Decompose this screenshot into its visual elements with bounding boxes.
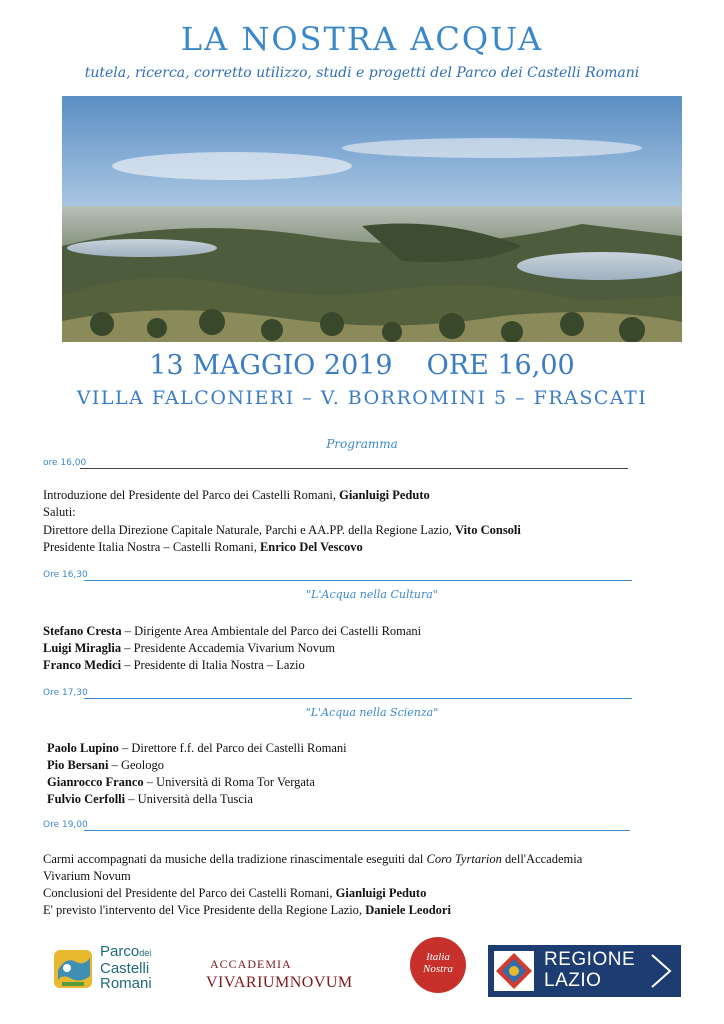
event-venue: VILLA FALCONIERI – V. BORROMINI 5 – FRASCATI	[76, 387, 648, 409]
vivarium-accademia-label: ACCADEMIA	[210, 957, 292, 971]
program-heading: Programma	[326, 437, 398, 451]
page-subtitle: tutela, ricerca, corretto utilizzo, studi e progetti del Parco dei Castelli Romani	[84, 65, 640, 81]
program-line: Saluti:	[43, 505, 76, 519]
parco-castelli-label: Castelli	[100, 960, 150, 977]
program-line: E' previsto l'intervento del Vice Presidente della Regione Lazio, Daniele Leodori	[43, 903, 451, 917]
parco-castelli-romani-emblem-icon	[52, 946, 94, 992]
italia-label: Italia	[426, 951, 450, 963]
divider	[84, 580, 632, 581]
regione-label: REGIONE	[544, 949, 636, 970]
time-label-1630: Ore 16,30	[43, 570, 88, 580]
parco-dei-label: dei	[139, 948, 152, 958]
program-line: Conclusioni del Presidente del Parco dei Castelli Romani, Gianluigi Peduto	[43, 886, 427, 900]
lazio-label: LAZIO	[544, 970, 602, 991]
divider	[84, 698, 632, 699]
nostra-label: Nostra	[423, 963, 453, 975]
italia-nostra-logo	[410, 937, 466, 993]
regione-lazio-shield-icon	[493, 950, 535, 992]
program-line: Direttore della Direzione Capitale Naturale, Parchi e AA.PP. della Regione Lazio, Vito Consoli	[43, 523, 521, 537]
vivarium-novum-logo	[206, 957, 386, 992]
speaker-line: Stefano Cresta – Dirigente Area Ambientale del Parco dei Castelli Romani	[43, 624, 422, 638]
section-title-science: "L'Acqua nella Scienza"	[305, 706, 439, 719]
chevron-right-icon	[648, 953, 676, 989]
program-line: Vivarium Novum	[43, 869, 131, 883]
divider	[84, 830, 630, 831]
program-line: Presidente Italia Nostra – Castelli Romani, Enrico Del Vescovo	[43, 540, 363, 554]
time-label-1900: Ore 19,00	[43, 820, 88, 830]
regione-lazio-logo	[488, 945, 681, 997]
parco-romani-label: Romani	[100, 975, 152, 992]
time-label-1730: Ore 17,30	[43, 688, 88, 698]
speaker-line: Franco Medici – Presidente di Italia Nostra – Lazio	[43, 658, 305, 672]
event-time: ORE 16,00	[426, 350, 575, 381]
program-line: Introduzione del Presidente del Parco dei Castelli Romani, Gianluigi Peduto	[43, 488, 430, 502]
event-date: 13 MAGGIO 2019	[149, 350, 393, 381]
divider	[80, 468, 628, 469]
event-date-time	[0, 350, 724, 381]
speaker-line: Luigi Miraglia – Presidente Accademia Vivarium Novum	[43, 641, 336, 655]
speaker-line: Fulvio Cerfolli – Università della Tuscia	[47, 792, 253, 806]
speaker-line: Pio Bersani – Geologo	[47, 758, 165, 772]
time-label-1600: ore 16,00	[43, 458, 87, 468]
vivarium-name-label: VIVARIUMNOVUM	[206, 974, 353, 991]
parco-label: Parco	[100, 943, 140, 960]
landscape-photo	[62, 96, 682, 342]
program-line: Carmi accompagnati da musiche della tradizione rinascimentale eseguiti dal Coro Tyrtarion dell'Accademia	[43, 852, 583, 866]
section-title-culture: "L'Acqua nella Cultura"	[306, 588, 438, 601]
speaker-line: Gianrocco Franco – Università di Roma Tor Vergata	[47, 775, 315, 789]
parco-castelli-romani-logo	[52, 944, 178, 996]
speaker-line: Paolo Lupino – Direttore f.f. del Parco dei Castelli Romani	[47, 741, 347, 755]
page-title: LA NOSTRA ACQUA	[180, 20, 544, 58]
